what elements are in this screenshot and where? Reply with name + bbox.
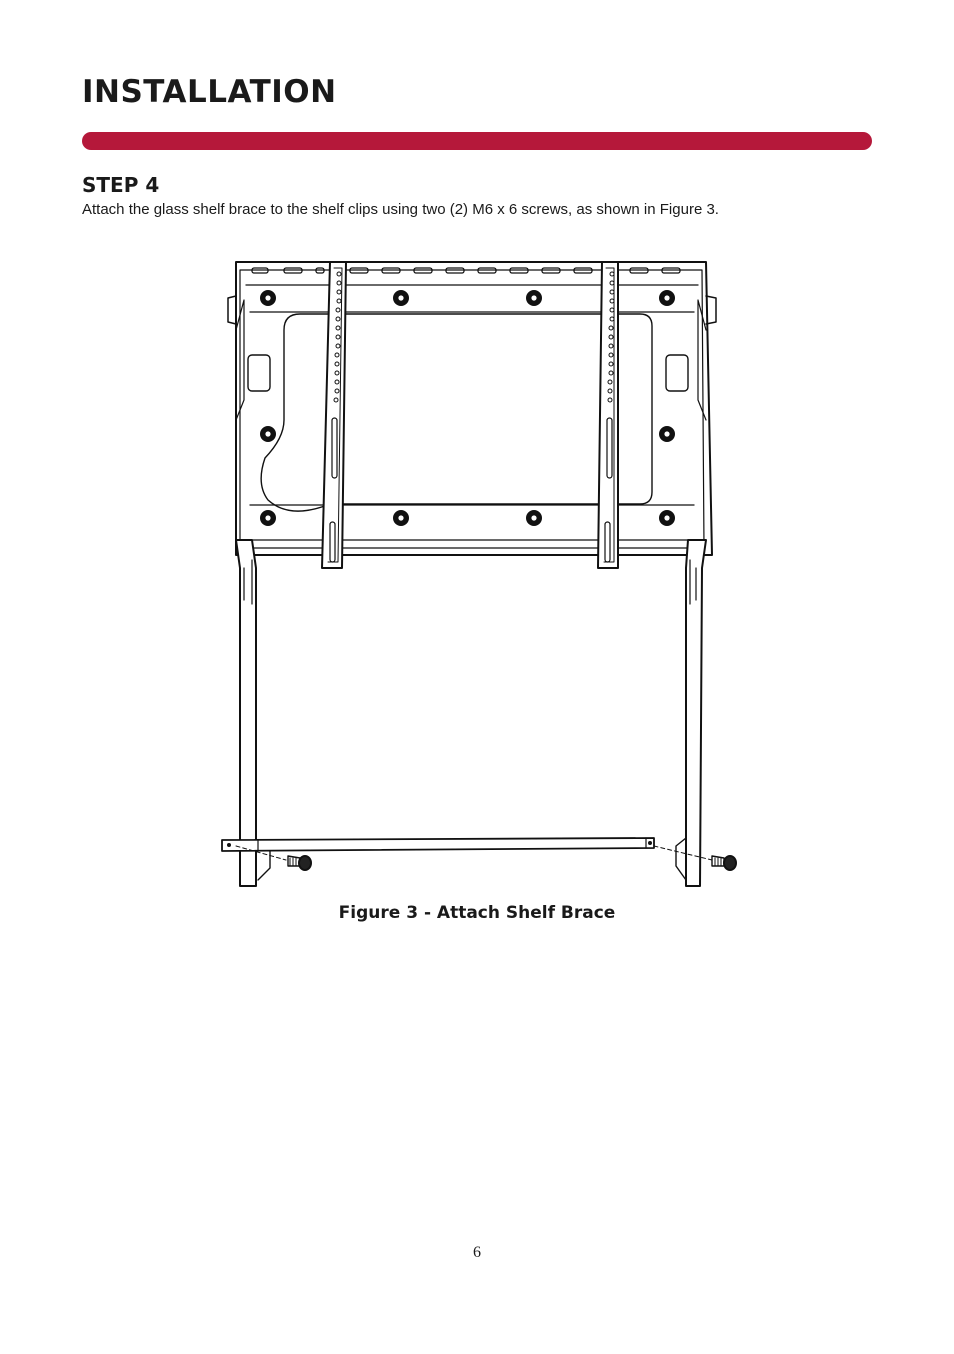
step-heading: STEP 4 [82, 173, 160, 197]
title-divider-bar [82, 132, 872, 150]
wall-plate [228, 262, 716, 555]
shelf-brace [222, 838, 654, 851]
vertical-bracket-right [598, 262, 618, 568]
page-title: INSTALLATION [82, 74, 337, 110]
shelf-clip-right [676, 540, 706, 886]
figure-caption: Figure 3 - Attach Shelf Brace [338, 903, 616, 923]
shelf-clip-left [236, 540, 270, 886]
page-number: 6 [473, 1244, 481, 1261]
step-instruction: Attach the glass shelf brace to the shelf clips using two (2) M6 x 6 screws, as shown in Figure 3. [82, 201, 719, 218]
figure-illustration [215, 255, 745, 895]
